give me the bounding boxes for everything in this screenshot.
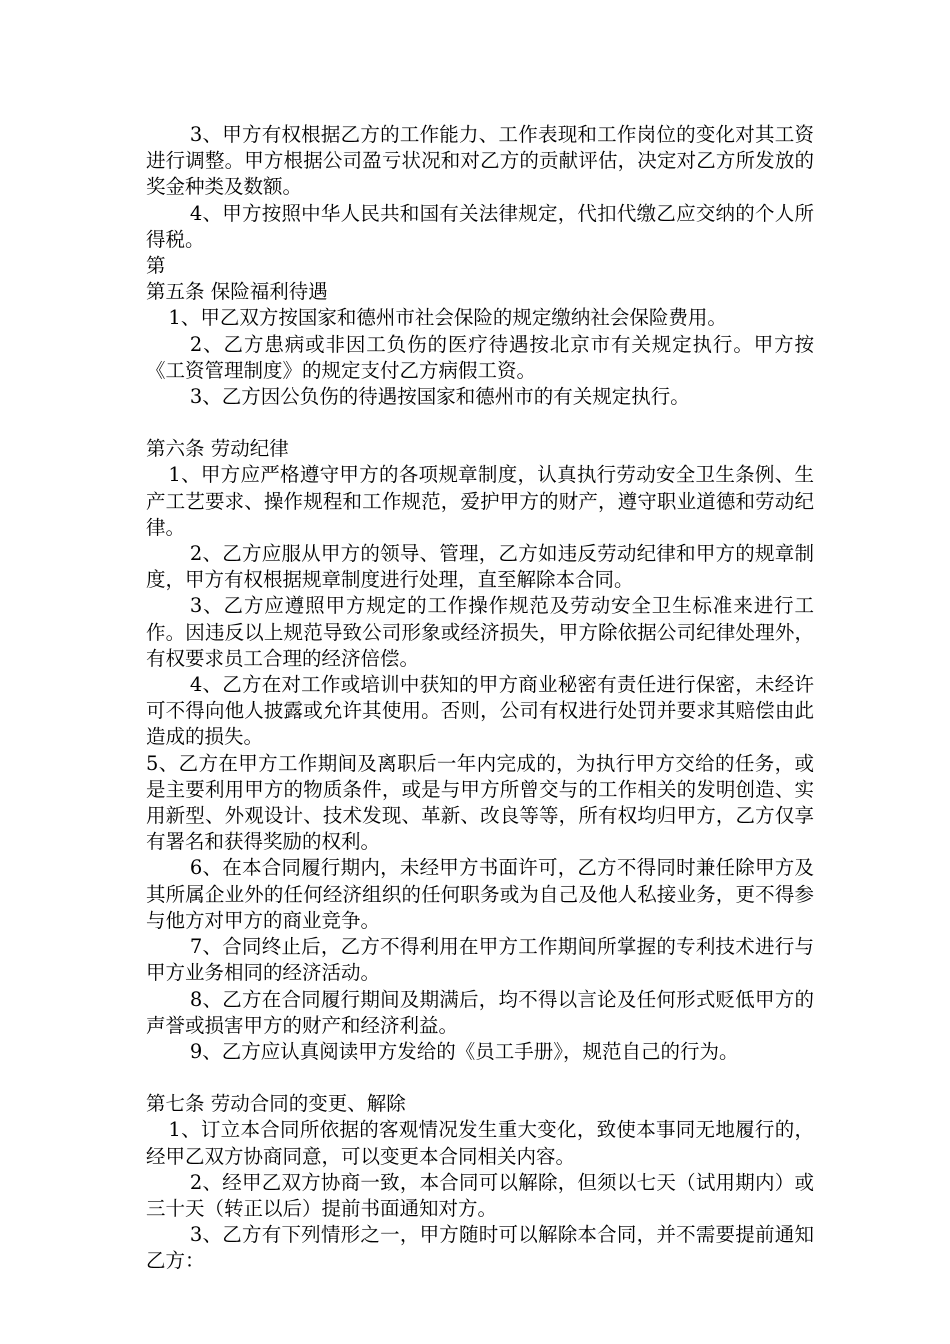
paragraph: 1、甲方应严格遵守甲方的各项规章制度，认真执行劳动安全卫生条例、生产工艺要求、操作规程和工作规范，爱护甲方的财产，遵守职业道德和劳动纪律。 [146, 463, 814, 539]
paragraph: 1、甲乙双方按国家和德州市社会保险的规定缴纳社会保险费用。 [168, 306, 727, 330]
paragraph: 8、乙方在合同履行期间及期满后，均不得以言论及任何形式贬低甲方的声誉或损害甲方的财产和经济利益。 [146, 987, 814, 1037]
paragraph: 2、经甲乙双方协商一致，本合同可以解除，但须以七天（试用期内）或三十天（转正以后）提前书面通知对方。 [146, 1170, 814, 1220]
section-heading: 第七条 劳动合同的变更、解除 [146, 1092, 406, 1116]
blank-line [146, 1065, 814, 1091]
blank-line [146, 410, 814, 436]
paragraph: 3、乙方应遵照甲方规定的工作操作规范及劳动安全卫生标准来进行工作。因违反以上规范导致公司形象或经济损失，甲方除依据公司纪律处理外，有权要求员工合理的经济倍偿。 [146, 594, 814, 670]
paragraph: 2、乙方患病或非因工负伤的医疗待遇按北京市有关规定执行。甲方按《工资管理制度》的规定支付乙方病假工资。 [146, 332, 814, 382]
paragraph: 6、在本合同履行期内，未经甲方书面许可，乙方不得同时兼任除甲方及其所属企业外的任何经济组织的任何职务或为自己及他人私接业务，更不得参与他方对甲方的商业竞争。 [146, 856, 814, 932]
paragraph: 7、合同终止后，乙方不得利用在甲方工作期间所掌握的专利技术进行与甲方业务相同的经济活动。 [146, 935, 814, 985]
paragraph: 3、甲方有权根据乙方的工作能力、工作表现和工作岗位的变化对其工资进行调整。甲方根据公司盈亏状况和对乙方的贡献评估，决定对乙方所发放的奖金种类及数额。 [146, 123, 814, 199]
paragraph: 9、乙方应认真阅读甲方发给的《员工手册》，规范自己的行为。 [189, 1039, 739, 1063]
paragraph: 3、乙方因公负伤的待遇按国家和德州市的有关规定执行。 [189, 385, 690, 409]
paragraph: 2、乙方应服从甲方的领导、管理，乙方如违反劳动纪律和甲方的规章制度，甲方有权根据规章制度进行处理，直至解除本合同。 [146, 542, 814, 592]
paragraph: 4、乙方在对工作或培训中获知的甲方商业秘密有责任进行保密，未经许可不得向他人披露或允许其使用。否则，公司有权进行处罚并要求其赔偿由此造成的损失。 [146, 673, 814, 749]
document-body [146, 122, 814, 1275]
section-heading: 第六条 劳动纪律 [146, 437, 289, 461]
paragraph: 5、乙方在甲方工作期间及离职后一年内完成的，为执行甲方交给的任务，或是主要利用甲方的物质条件，或是与甲方所曾交与的工作相关的发明创造、实用新型、外观设计、技术发现、革新、改良等等，所有权均归甲方，乙方仅享有署名和获得奖励的权利。 [146, 751, 814, 854]
paragraph: 3、乙方有下列情形之一，甲方随时可以解除本合同，并不需要提前通知乙方： [146, 1223, 814, 1273]
section-heading: 第五条 保险福利待遇 [146, 280, 328, 304]
paragraph: 第 [146, 254, 166, 278]
paragraph: 1、订立本合同所依据的客观情况发生重大变化，致使本事同无地履行的，经甲乙双方协商同意，可以变更本合同相关内容。 [146, 1118, 814, 1168]
paragraph: 4、甲方按照中华人民共和国有关法律规定，代扣代缴乙应交纳的个人所得税。 [146, 201, 814, 251]
